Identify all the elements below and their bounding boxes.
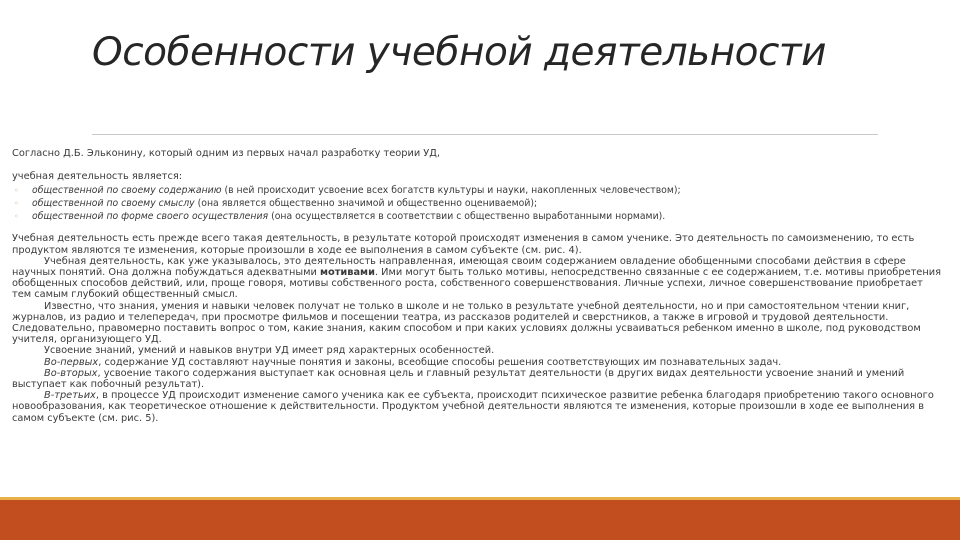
- paragraph-7: [12, 390, 942, 424]
- slide-title: Особенности учебной деятельности: [92, 30, 826, 75]
- paragraph-4: Усвоение знаний, умений и навыков внутри УД имеет ряд характерных особенностей.: [44, 345, 495, 357]
- paragraph-6-lead: Во-вторых: [44, 367, 98, 379]
- list-item-text: (она осуществляется в соответствии с общественно выработанными нормами).: [268, 211, 666, 223]
- paragraph-5-text: , содержание УД составляют научные понятия и законы, всеобщие способы решения соответствующих им познавательных задач.: [98, 356, 782, 368]
- footer-band: [0, 500, 960, 540]
- bullet-icon: ◦: [14, 199, 19, 209]
- list-heading: учебная деятельность является:: [12, 171, 183, 183]
- paragraph-2: [12, 256, 942, 301]
- intro-text: Согласно Д.Б. Эльконину, который одним из первых начал разработку теории УД,: [12, 148, 441, 159]
- paragraph-7-text: , в процессе УД происходит изменение самого ученика как ее субъекта, происходит психическое развитие ребенка благодаря приобретению такого основного новообразования, как теоретическое отношение к действительности. Продуктом учебной деятельности являются те изменения, которые произошли в ходе ее выполнения в самом субъекте (см. рис. 5).: [12, 390, 934, 424]
- feature-list: [12, 184, 942, 223]
- paragraph-2-end: . Ими могут быть только мотивы, непосредственно связанные с ее содержанием, т.е. мотивы приобретения обобщенных способов действий, или, проще говоря, мотивы собственного роста, собственного совершенствования. Личные успехи, личное совершенствование приобретает тем самым глубокий общественный смысл.: [12, 267, 941, 301]
- paragraph-3: Известно, что знания, умения и навыки человек получат не только в школе и не только в результате учебной деятельности, но и при самостоятельном чтении книг, журналов, из радио и телепередач, при просмотре фильмов и посещении театра, из рассказов родителей и сверстников, а также в игровой и трудовой деятельности. Следовательно, правомерно поставить вопрос о том, какие знания, каким способом и при каких условиях должны усваиваться ребенком именно в школе, под руководством учителя, организующего УД.: [12, 300, 921, 346]
- paragraph-5-lead: Во-первых: [44, 356, 99, 368]
- list-item-text: (она является общественно значимой и общественно оцениваемой);: [194, 198, 538, 210]
- list-item: [12, 197, 942, 210]
- bullet-icon: ◦: [14, 186, 19, 196]
- title-divider: [92, 134, 878, 135]
- slide-body: [12, 148, 942, 424]
- list-item-emphasis: общественной по своему содержанию: [32, 185, 222, 197]
- paragraph-2-start: Учебная деятельность, как уже указывалось, это деятельность направленная, имеющая своим содержанием овладение обобщенными способами действия в сфере научных понятий. Она должна побуждаться адекватными: [12, 255, 906, 279]
- paragraph-6-text: , усвоение такого содержания выступает как основная цель и главный результат деятельности (в других видах деятельности усвоение знаний и умений выступает как побочный результат).: [12, 367, 905, 391]
- list-item: [12, 184, 942, 197]
- paragraph-5: [12, 357, 942, 368]
- list-item-emphasis: общественной по форме своего осуществления: [32, 211, 269, 223]
- paragraph-1: Учебная деятельность есть прежде всего такая деятельность, в результате которой происходят изменения в самом ученике. Это деятельность по самоизменению, то есть продуктом являются те изменения, которые произошли в ходе ее выполнения в самом субъекте (см. рис. 4).: [12, 233, 915, 256]
- list-item: [12, 210, 942, 223]
- motives-term: мотивами: [319, 267, 375, 279]
- paragraph-7-lead: В-третьих: [44, 390, 96, 402]
- bullet-icon: ◦: [14, 212, 19, 222]
- paragraph-6: [12, 368, 942, 390]
- list-item-emphasis: общественной по своему смыслу: [32, 198, 195, 210]
- list-item-text: (в ней происходит усвоение всех богатств культуры и науки, накопленных человечеством);: [221, 185, 681, 197]
